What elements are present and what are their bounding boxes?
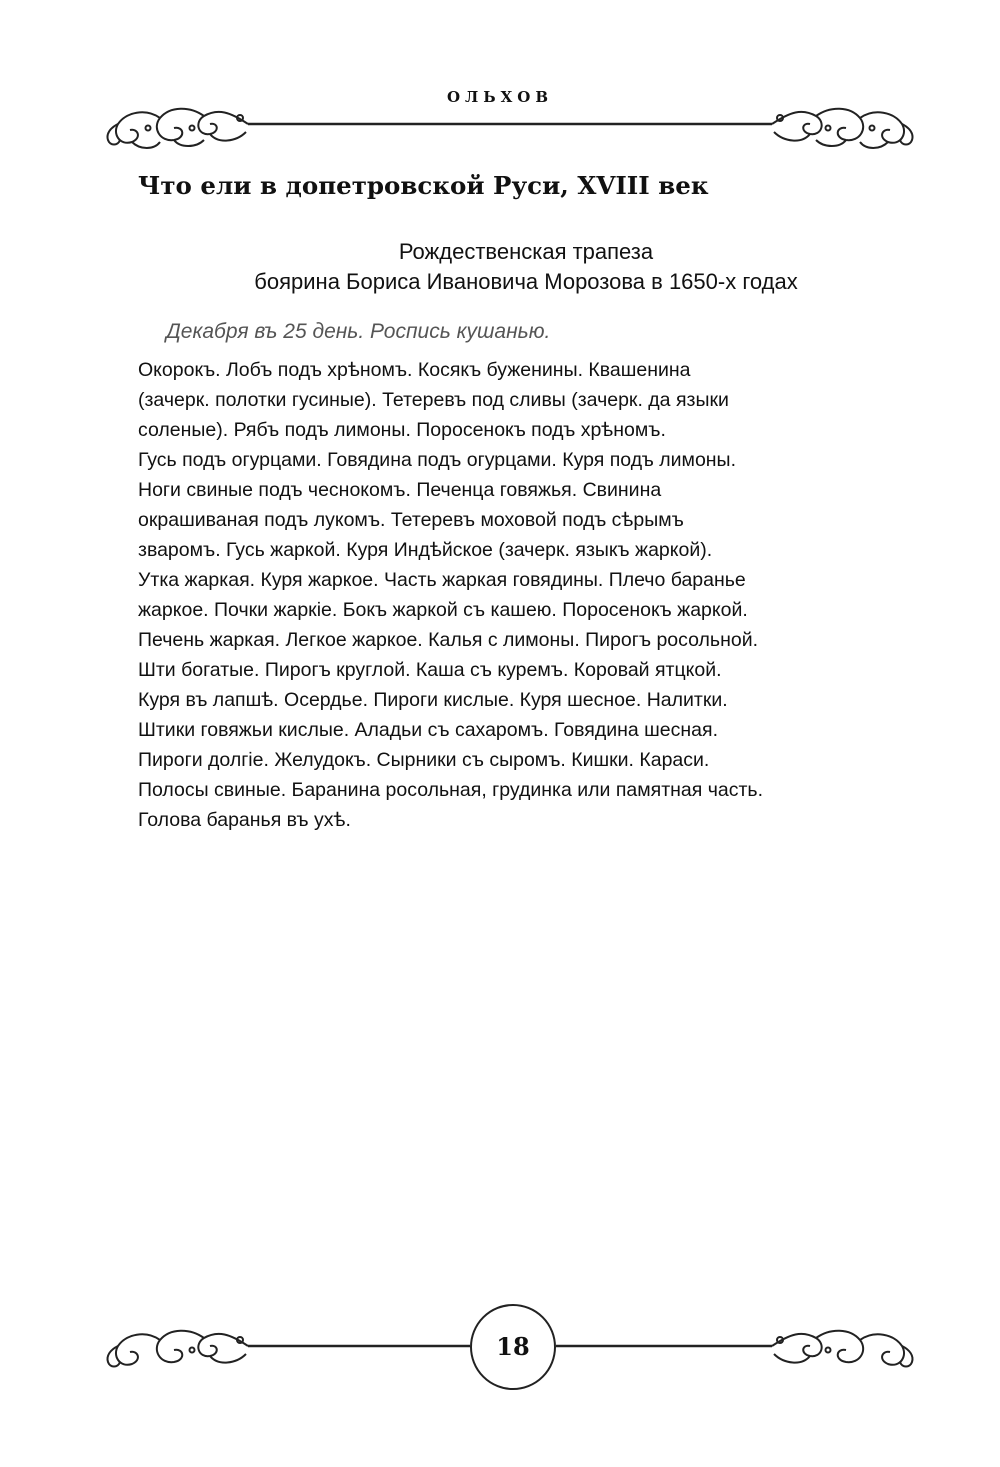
- text-line: Утка жаркая. Куря жаркое. Часть жаркая говядины. Плечо баранье: [138, 569, 746, 591]
- subtitle: [120, 237, 932, 297]
- page-number: 18: [496, 1332, 530, 1361]
- text-line: жаркое. Почки жаркіе. Бокъ жаркой съ кашею. Поросенокъ жаркой.: [138, 599, 748, 621]
- text-line: Печень жаркая. Легкое жаркое. Калья с лимоны. Пирогъ росольной.: [138, 629, 759, 651]
- text-line: Ноги свиные подъ чеснокомъ. Печенца говяжья. Свинина: [138, 479, 662, 501]
- text-line: зваромъ. Гусь жаркой. Куря Индѣйское (зачерк. языкъ жаркой).: [138, 539, 713, 561]
- text-line: окрашиваная подъ лукомъ. Тетеревъ моховой подъ сѣрымъ: [138, 509, 684, 531]
- text-line: Окорокъ. Лобъ подъ хрѣномъ. Косякъ буженины. Квашенина: [138, 359, 691, 381]
- chapter-title: Что ели в допетровской Руси, XVIII век: [138, 171, 709, 200]
- subtitle-line-1: Рождественская трапеза: [398, 239, 654, 264]
- text-line: Куря въ лапшѣ. Осердье. Пироги кислые. Куря шесное. Налитки.: [138, 689, 728, 711]
- top-ornament-rule: [100, 98, 920, 158]
- epigraph: Декабря въ 25 день. Роспись кушанью.: [166, 320, 551, 343]
- subtitle-line-2: боярина Бориса Ивановича Морозова в 1650-х годах: [254, 269, 798, 294]
- text-line: Пироги долгіе. Желудокъ. Сырники съ сыромъ. Кишки. Караси.: [138, 749, 710, 771]
- text-line: Гусь подъ огурцами. Говядина подъ огурцами. Куря подъ лимоны.: [138, 449, 736, 471]
- text-line: соленые). Рябъ подъ лимоны. Поросенокъ подъ хрѣномъ.: [138, 419, 666, 441]
- text-line: Шти богатые. Пирогъ круглой. Каша съ куремъ. Коровай ятцкой.: [138, 659, 722, 681]
- body-paragraph: [138, 355, 918, 835]
- text-line: Штики говяжьи кислые. Аладьи съ сахаромъ. Говядина шесная.: [138, 719, 718, 741]
- text-line: (зачерк. полотки гусиные). Тетеревъ под сливы (зачерк. да языки: [138, 389, 729, 411]
- running-head: ОЛЬХОВ: [446, 88, 554, 106]
- text-line: Голова баранья въ ухѣ.: [138, 809, 351, 831]
- text-line: Полосы свиные. Баранина росольная, грудинка или памятная часть.: [138, 779, 764, 801]
